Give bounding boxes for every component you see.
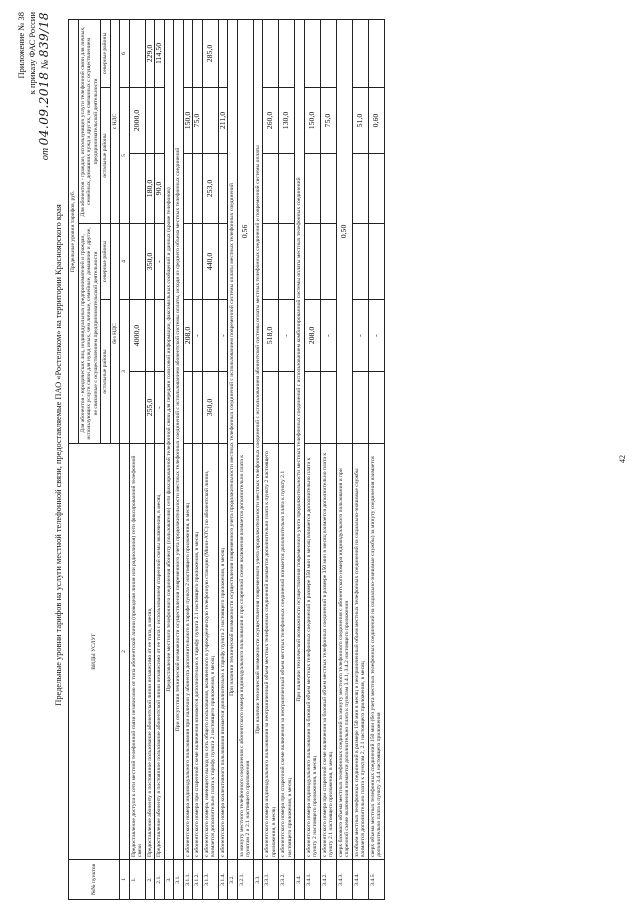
col-header-legal: Для абонентов - юридических лиц, индивидуальных предпринимателей и граждан, использующих услуги связи для нужд иных, чем личные, семейные, домашние и другие, не связанные с осуществлением предпринимательской деятельности xyxy=(78,224,101,444)
tariff-citizens-other-b: 260,0 xyxy=(263,88,279,154)
tariff-citizens-other-a xyxy=(279,154,295,224)
service-description: с абонентского номера индивидуального пользования при наличии у абонента дополнительного в тарифе пункта 2 настоящего приложения, в месяц xyxy=(183,444,193,860)
row-number: 3.3.1. xyxy=(263,860,279,900)
tariff-legal-other-a: - xyxy=(155,372,165,444)
tariff-citizens-north xyxy=(193,19,203,87)
col-header-citizens-north: северные районы xyxy=(101,19,111,87)
tariff-citizens-other-a xyxy=(193,154,203,224)
col-index-2: 2 xyxy=(120,444,130,860)
service-description: с абонентского номера, имеющего выход на сеть общего пользования, включенного в учрежденческую телефонную станцию (Мини-АТС) по абонентской линии, взимается дополнительно плата к тарифу пункта 2 настоящего приложения, в месяц xyxy=(202,444,218,860)
service-description: Предоставление доступа к сети местной телефонной связи независимо от типа абонентской линии (проводная линия или радиолиния) сети фиксированной телефонной связи xyxy=(129,444,145,860)
tariff-citizens-other-b: 150,0 xyxy=(183,88,193,154)
tariff-citizens-north: 229,0 xyxy=(145,19,155,87)
tariff-citizens-north: 114,50 xyxy=(155,19,165,87)
tariff-citizens-other-b: 75,0 xyxy=(320,88,336,154)
table-row xyxy=(145,19,155,899)
table-row xyxy=(155,19,165,899)
tariff-citizens-north xyxy=(218,19,228,87)
tariff-table xyxy=(68,19,385,900)
handwritten-date: 04.09.2018 xyxy=(37,71,51,146)
tariff-legal-other-a xyxy=(218,372,228,444)
col-index-1: 1 xyxy=(120,860,130,900)
tariff-citizens-north xyxy=(352,19,368,87)
table-row xyxy=(228,19,238,899)
service-description: Предоставление абоненту в постоянное пользование абонентской линии независимо от ее типа, в месяц xyxy=(145,444,155,860)
tariff-citizens-other-b xyxy=(145,88,155,154)
service-description: с абонентского номера коллективного пользования взимается дополнительно к тарифу пункта 2 настоящего приложения, в месяц xyxy=(218,444,228,860)
row-number: 3.1. xyxy=(174,860,184,900)
tariff-legal-other-a xyxy=(352,372,368,444)
tariff-legal-north xyxy=(352,224,368,300)
table-row xyxy=(368,19,384,899)
tariff-legal-other-b: - xyxy=(218,300,228,372)
tariff-citizens-other-b xyxy=(155,88,165,154)
tariff-legal-other-b xyxy=(202,300,218,372)
tariff-citizens-other-b: 150,0 xyxy=(304,88,320,154)
row-number: 3.3.2. xyxy=(279,860,295,900)
tariff-citizens-north: 285,0 xyxy=(202,19,218,87)
service-description: Предоставление абоненту в постоянное пользование абонентской линии независимо от ее типа с использованием спаренной схемы включения, в месяц xyxy=(155,444,165,860)
table-row xyxy=(295,19,305,899)
table-row xyxy=(183,19,193,899)
tariff-legal-north xyxy=(263,224,279,300)
tariff-citizens-other-b: 2000,0 xyxy=(129,88,145,154)
col-index-5: 5 xyxy=(120,88,130,224)
row-number: 3.4.5. xyxy=(368,860,384,900)
tariff-legal-north: 350,0 xyxy=(145,224,155,300)
row-number: 3.3. xyxy=(253,860,263,900)
tariff-legal-other-b: 208,0 xyxy=(183,300,193,372)
tariff-legal-north xyxy=(279,224,295,300)
row-number: 3.4.2. xyxy=(320,860,336,900)
tariff-legal-north xyxy=(129,224,145,300)
tariff-citizens-other-a xyxy=(183,154,193,224)
service-description: сверх базового объема местных телефонных соединений за минуту местного телефонного соединения с абонентского номера индивидуального пользования и при спаренной схеме включения взимается дополнительно плата к пунктам 3.4.1, 3.4.2 настоящего приложения xyxy=(336,444,352,860)
tariff-legal-north: - xyxy=(155,224,165,300)
tariff-citizens-other-b: 51,0 xyxy=(352,88,368,154)
table-row xyxy=(218,19,228,899)
table-row xyxy=(263,19,279,899)
tariff-citizens-other-a xyxy=(368,154,384,224)
row-number: 3.4.1. xyxy=(304,860,320,900)
row-number: 2. xyxy=(145,860,155,900)
row-number: 3.1.3. xyxy=(202,860,218,900)
row-number: 3.4. xyxy=(295,860,305,900)
col-index-3: 3 xyxy=(120,300,130,444)
row-number: 3.4.3. xyxy=(336,860,352,900)
tariff-legal-other-b: - xyxy=(193,300,203,372)
document-header xyxy=(16,12,51,252)
tariff-legal-other-a xyxy=(368,372,384,444)
service-description: сверх объема местных телефонных соединений 150 мин (без учета местных телефонных соединений на социально-значимые службы) за минуту соединения взимается дополнительно плата к пункту 3.4.4 настоящего приложения xyxy=(368,444,384,860)
service-description: за объем местных телефонных соединений в размере 150 мин в месяц и неограниченный объем местных телефонных соединений на социально-значимые службы взимается дополнительно плата к пунктам 2, 2.1 настоящего приложения, в месяц xyxy=(352,444,368,860)
row-number: 3.1.4. xyxy=(218,860,228,900)
tariff-legal-north xyxy=(368,224,384,300)
number-prefix: № xyxy=(40,59,51,70)
tariff-citizens-north xyxy=(368,19,384,87)
tariff-citizens-other-b: 75,0 xyxy=(193,88,203,154)
service-description: с абонентского номера при спаренной схеме включения за базовый объем местных телефонных соединений в размере 350 мин в месяц взимается дополнительно плата к пункту 2.1 настоящего приложения, в месяц xyxy=(320,444,336,860)
tariff-citizens-other-a xyxy=(304,154,320,224)
tariff-legal-other-a xyxy=(304,372,320,444)
tariff-citizens-other-a xyxy=(263,154,279,224)
tariff-legal-other-b: 518,0 xyxy=(263,300,279,372)
section-heading: При наличии технической возможности осуществления повременного учета продолжительности местных телефонных соединений с использованием абонентской системы оплаты местных телефонных соединений и повременной системы оплаты xyxy=(253,19,263,859)
tariff-legal-other-a xyxy=(183,372,193,444)
section-heading: При отсутствии технической возможности осуществления повременного учета продолжительности местных телефонных соединений с использованием абонентской системы оплаты, исходя из среднего объема местных телефонных соединений xyxy=(174,19,184,859)
service-description: с абонентского номера при спаренной схеме включения за неограниченный объем местных телефонных соединений взимается дополнительно плата к пункту 2.1 настоящего приложения, в месяц xyxy=(279,444,295,860)
row-number: 1. xyxy=(129,860,145,900)
tariff-citizens-other-a xyxy=(320,154,336,224)
table-row xyxy=(193,19,203,899)
tariff-legal-other-a xyxy=(193,372,203,444)
tariff-legal-other-b xyxy=(155,300,165,372)
section-heading: При наличии технической возможности осуществления повременного учета продолжительности местных телефонных соединений с использованием комбинированной системы оплаты местных телефонных соединений xyxy=(295,19,305,859)
tariff-legal-other-a: 360,0 xyxy=(202,372,218,444)
tariff-legal-other-b: 208,0 xyxy=(304,300,320,372)
tariff-legal-other-b: - xyxy=(352,300,368,372)
row-number: 3.4.4. xyxy=(352,860,368,900)
col-header-num: №№ пунктов xyxy=(69,860,120,900)
tariff-legal-other-b: 4000,0 xyxy=(129,300,145,372)
tariff-legal-other-b: - xyxy=(368,300,384,372)
tariff-legal-other-b: - xyxy=(320,300,336,372)
table-row xyxy=(237,19,253,899)
row-number: 3.1.2. xyxy=(193,860,203,900)
table-row xyxy=(336,19,352,899)
tariff-citizens-other-a xyxy=(352,154,368,224)
col-header-citizens: Для абонентов - граждан, использующих услуги телефонной связи для личных, семейных, домашних нужд и других, не связанных с осуществлением предпринимательской деятельности xyxy=(78,19,101,223)
row-number: 2.1. xyxy=(155,860,165,900)
tariff-citizens-north xyxy=(129,19,145,87)
order-date-line xyxy=(39,12,51,252)
tariff-citizens-north xyxy=(279,19,295,87)
table-row xyxy=(202,19,218,899)
section-heading: Предоставление местного телефонного соединения абоненту (пользователю) сети фиксированной телефонной связи для передачи голосовой информации, факсимильных сообщений и данных (кроме телефонов) xyxy=(164,19,174,859)
col-index-4: 4 xyxy=(120,224,130,300)
row-number: 3.2.1. xyxy=(237,860,253,900)
table-row xyxy=(352,19,368,899)
tariff-citizens-other-a: 253,0 xyxy=(202,154,218,224)
service-description: с абонентского номера индивидуального пользования за неограниченный объем местных телефонных соединений взимается дополнительно плата к пункту 2 настоящего приложения, в месяц xyxy=(263,444,279,860)
tariff-citizens-other-b xyxy=(202,88,218,154)
tariff-citizens-north xyxy=(320,19,336,87)
col-header-citizens-other: остальные районы xyxy=(101,88,111,224)
service-description: с абонентского номера индивидуального пользования за базовый объем местных телефонных соединений в размере 350 мин в месяц взимается дополнительно плата к пункту 2 настоящего приложения, в месяц xyxy=(304,444,320,860)
col-index-6: 6 xyxy=(120,19,130,87)
section-heading: При наличии технической возможности осуществления повременного учета продолжительности местных телефонных соединений с использованием повременной системы оплаты местных телефонных соединений xyxy=(228,19,238,859)
table-row xyxy=(320,19,336,899)
tariff-legal-north: 440,0 xyxy=(202,224,218,300)
tariff-legal-other-b: - xyxy=(279,300,295,372)
col-header-legal-north: северные районы xyxy=(101,224,111,300)
col-header-with-nds: с НДС xyxy=(110,19,120,223)
document-title: Предельные уровни тарифов на услуги местной телефонной связи, предоставляемые ПАО «Ростелеком» на территории Красноярского края xyxy=(54,204,63,706)
page-number: 42 xyxy=(618,455,627,463)
col-header-no-nds: без НДС xyxy=(110,224,120,444)
tariff-citizens-other-b: 130,0 xyxy=(279,88,295,154)
date-prefix: от xyxy=(40,147,51,161)
tariff-legal-north xyxy=(304,224,320,300)
row-number: 3. xyxy=(164,860,174,900)
tariff-citizens-other-a xyxy=(129,154,145,224)
table-row xyxy=(253,19,263,899)
table-row xyxy=(304,19,320,899)
tariff-legal-north xyxy=(218,224,228,300)
tariff-citizens-other-b: 211,0 xyxy=(218,88,228,154)
appendix-order: к приказу ФАС России xyxy=(27,12,37,95)
tariff-citizens-other-b: 0,60 xyxy=(368,88,384,154)
handwritten-number: 839/18 xyxy=(37,12,51,58)
tariff-citizens-other-a: 180,0 xyxy=(145,154,155,224)
tariff-citizens-other-a: 90,0 xyxy=(155,154,165,224)
table-row xyxy=(164,19,174,899)
service-description: за минуту местного телефонного соединения с абонентского номера индивидуального пользования и при спаренной схеме включения взимается дополнительно плата к пунктам 2 и 2.1 настоящего приложения xyxy=(237,444,253,860)
tariff-legal-other-a xyxy=(129,372,145,444)
tariff-citizens-north xyxy=(183,19,193,87)
tariff-legal-other-a xyxy=(279,372,295,444)
col-header-services: ВИДЫ УСЛУГ xyxy=(69,444,120,860)
tariff-legal-other-a xyxy=(263,372,279,444)
tariff-citizens-north xyxy=(263,19,279,87)
tariff-legal-other-a xyxy=(320,372,336,444)
tariff-legal-other-b xyxy=(145,300,155,372)
col-header-tariffs: Предельные уровни тарифов, руб. xyxy=(69,19,79,443)
tariff-legal-other-a: 255,0 xyxy=(145,372,155,444)
tariff-legal-north xyxy=(320,224,336,300)
row-number: 3.1.1. xyxy=(183,860,193,900)
table-row xyxy=(279,19,295,899)
table-row xyxy=(129,19,145,899)
service-description: с абонентского номера при спаренной схеме включения взимается дополнительно к тарифу пункта 2.1 настоящего приложения, в месяц xyxy=(193,444,203,860)
tariff-legal-north xyxy=(183,224,193,300)
tariff-citizens-other-a xyxy=(218,154,228,224)
tariff-citizens-north xyxy=(304,19,320,87)
row-number: 3.2. xyxy=(228,860,238,900)
tariff-value-merged: 0,50 xyxy=(336,19,352,443)
tariff-legal-north xyxy=(193,224,203,300)
appendix-number: Приложение № 38 xyxy=(16,12,26,79)
table-row xyxy=(174,19,184,899)
tariff-value-merged: 0,56 xyxy=(237,19,253,443)
col-header-legal-other: остальные районы xyxy=(101,300,111,444)
